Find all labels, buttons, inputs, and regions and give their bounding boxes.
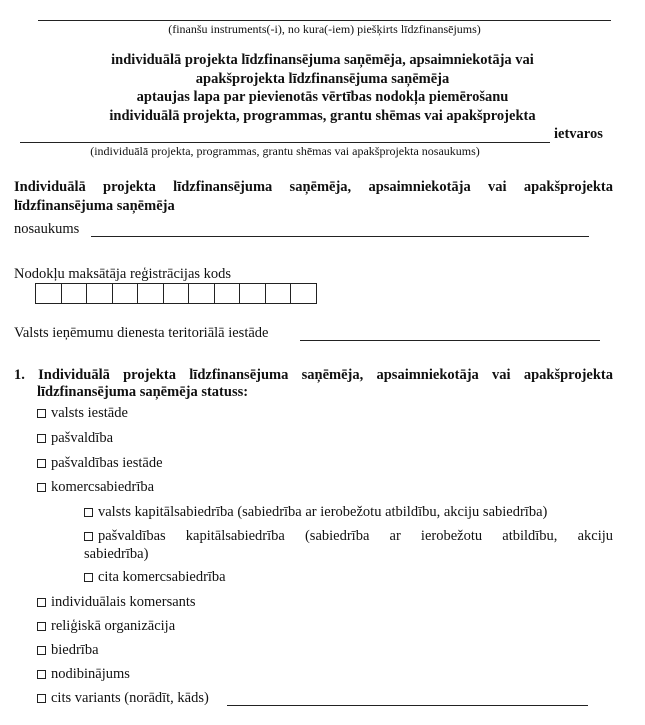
option-religiska-organizacija[interactable] [37, 618, 175, 635]
registration-code-cell[interactable] [62, 284, 88, 303]
option-pasvaldibas-iestade[interactable] [37, 455, 163, 472]
option-label: individuālais komersants [51, 594, 196, 610]
option-pasvaldibas-kapitalsabiedriba-cont: sabiedrība) [84, 546, 149, 562]
registration-code-boxes[interactable] [35, 283, 317, 304]
checkbox[interactable] [84, 532, 93, 541]
financing-instrument-caption: (finanšu instruments(-i), no kura(-iem) piešķirts līdzfinansējums) [168, 22, 481, 36]
checkbox[interactable] [37, 483, 46, 492]
option-cits-variants[interactable] [37, 690, 209, 707]
recipient-heading-line-2: līdzfinansējuma saņēmēja [14, 198, 175, 214]
option-valsts-iestade[interactable] [37, 405, 128, 422]
checkbox[interactable] [37, 459, 46, 468]
registration-code-cell[interactable] [164, 284, 190, 303]
option-label: pašvaldības kapitālsabiedrība (sabiedrība ar ierobežotu atbildību, akciju [98, 528, 613, 544]
option-pasvaldibas-kapitalsabiedriba[interactable] [84, 528, 613, 545]
checkbox[interactable] [37, 434, 46, 443]
checkbox[interactable] [37, 694, 46, 703]
recipient-heading-line-1: Individuālā projekta līdzfinansējuma saņēmēja, apsaimniekotāja vai apakšprojekta [14, 179, 613, 195]
vid-office-label: Valsts ieņēmumu dienesta teritoriālā iestāde [14, 325, 269, 341]
form-title-line-4: individuālā projekta, programmas, grantu shēmas vai apakšprojekta [109, 108, 536, 124]
option-label: reliģiskā organizācija [51, 618, 176, 634]
nosaukums-field[interactable] [91, 236, 589, 237]
option-label: valsts kapitālsabiedrība (sabiedrība ar ierobežotu atbildību, akciju sabiedrība) [98, 504, 548, 520]
option-label: nodibinājums [51, 666, 130, 682]
option-label: cita komercsabiedrība [98, 569, 226, 585]
checkbox[interactable] [37, 670, 46, 679]
vid-office-field[interactable] [300, 340, 600, 341]
status-question-line-2: līdzfinansējuma saņēmēja statuss: [37, 384, 249, 400]
option-individualais-komersants[interactable] [37, 594, 196, 611]
option-label: pašvaldība [51, 430, 114, 446]
project-name-caption: (individuālā projekta, programmas, grantu shēmas vai apakšprojekta nosaukums) [90, 144, 480, 158]
option-label: biedrība [51, 642, 99, 658]
checkbox[interactable] [37, 598, 46, 607]
form-title-line-3: aptaujas lapa par pievienotās vērtības nodokļa piemērošanu [136, 89, 509, 105]
registration-code-cell[interactable] [138, 284, 164, 303]
option-label: cits variants (norādīt, kāds) [51, 690, 209, 706]
registration-code-cell[interactable] [266, 284, 292, 303]
form-title-line-2: apakšprojekta līdzfinansējuma saņēmēja [195, 71, 450, 87]
option-label: komercsabiedrība [51, 479, 155, 495]
nosaukums-label: nosaukums [14, 221, 80, 237]
financing-instrument-line[interactable] [38, 20, 611, 21]
checkbox[interactable] [84, 573, 93, 582]
ietvaros-label: ietvaros [554, 126, 603, 142]
registration-code-cell[interactable] [87, 284, 113, 303]
registration-code-cell[interactable] [240, 284, 266, 303]
option-biedriba[interactable] [37, 642, 99, 659]
cits-variants-field[interactable] [227, 705, 588, 706]
registration-code-label: Nodokļu maksātāja reģistrācijas kods [14, 266, 232, 282]
registration-code-cell[interactable] [291, 284, 317, 303]
project-name-line[interactable] [20, 142, 550, 143]
checkbox[interactable] [37, 622, 46, 631]
registration-code-cell[interactable] [36, 284, 62, 303]
registration-code-cell[interactable] [189, 284, 215, 303]
option-komercsabiedriba[interactable] [37, 479, 154, 496]
option-label: valsts iestāde [51, 405, 128, 421]
option-pasvaldiba[interactable] [37, 430, 113, 447]
option-valsts-kapitalsabiedriba[interactable] [84, 504, 547, 521]
option-cita-komercsabiedriba[interactable] [84, 569, 226, 586]
registration-code-cell[interactable] [215, 284, 241, 303]
status-question-line-1: 1. Individuālā projekta līdzfinansējuma saņēmēja, apsaimniekotāja vai apakšprojekta [14, 367, 613, 383]
checkbox[interactable] [84, 508, 93, 517]
form-title-line-1: individuālā projekta līdzfinansējuma saņēmēja, apsaimniekotāja vai [111, 52, 534, 68]
checkbox[interactable] [37, 409, 46, 418]
option-label: pašvaldības iestāde [51, 455, 163, 471]
option-nodibinajums[interactable] [37, 666, 130, 683]
registration-code-cell[interactable] [113, 284, 139, 303]
checkbox[interactable] [37, 646, 46, 655]
